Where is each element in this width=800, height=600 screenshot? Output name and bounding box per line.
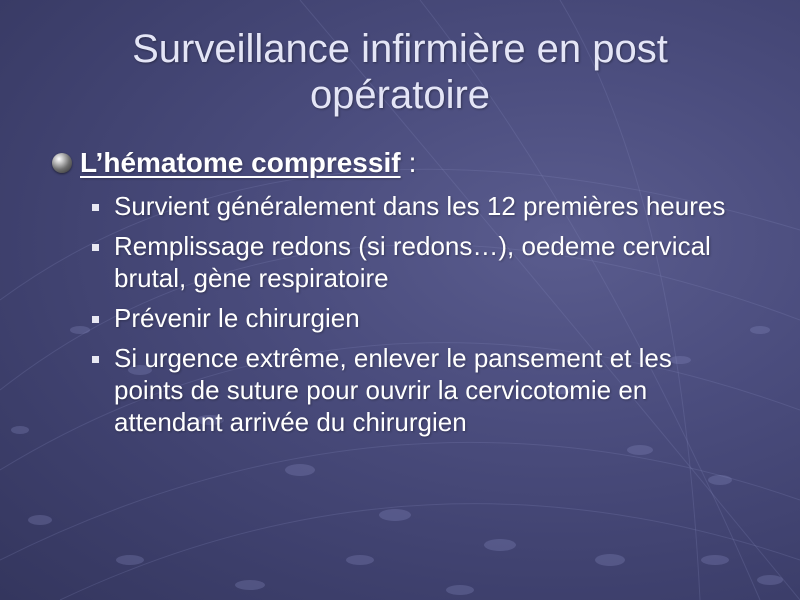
slide-content (52, 146, 752, 446)
square-bullet-icon (92, 204, 99, 211)
square-bullet-icon (92, 356, 99, 363)
list-item (90, 190, 734, 222)
bullet-text: Survient généralement dans les 12 premières heures (114, 191, 726, 221)
heading-bullet-item (52, 146, 752, 180)
list-item (90, 302, 734, 334)
bullet-text: Prévenir le chirurgien (114, 303, 360, 333)
slide-title: Surveillance infirmière en post opératoire (132, 27, 668, 117)
bullet-text: Remplissage redons (si redons…), oedeme cervical brutal, gène respiratoire (114, 231, 711, 293)
bullet-text: Si urgence extrême, enlever le pansement et les points de suture pour ouvrir la cervicotomie en attendant arrivée du chirurgien (114, 343, 672, 437)
list-item (90, 342, 734, 438)
heading-text: L’hématome compressif (80, 147, 401, 178)
square-bullet-icon (92, 244, 99, 251)
list-item (90, 230, 734, 294)
square-bullet-icon (92, 316, 99, 323)
orb-bullet-icon (52, 153, 72, 173)
heading-colon: : (408, 147, 417, 178)
bullet-list (52, 190, 752, 438)
